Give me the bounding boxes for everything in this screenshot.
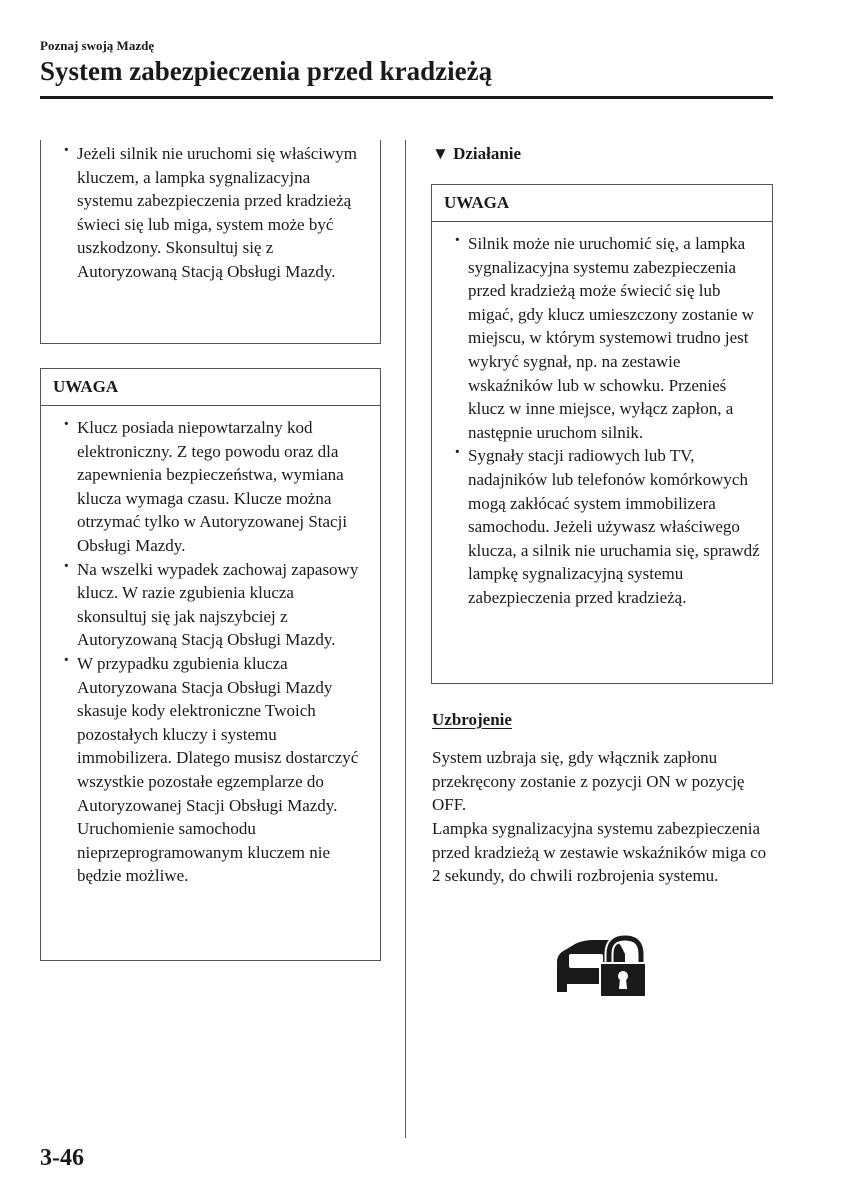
notice-list — [454, 232, 760, 610]
notice-heading: UWAGA — [432, 185, 772, 222]
notice-box-right — [431, 184, 773, 684]
page-title: System zabezpieczenia przed kradzieżą — [40, 56, 493, 86]
paragraph-arming: System uzbraja się, gdy włącznik zapłonu przekręcony zostanie z pozycji ON w pozycję OFF. — [432, 748, 745, 815]
list-item: · Klucz posiada niepowtarzalny kod elektroniczny. Z tego powodu oraz dla zapewnienia bezpieczeństwa, wymiana klucza wymaga czasu. Klucze można otrzymać tylko w Autoryzowanej Stacji Obsługi Mazdy. — [63, 416, 368, 558]
notice-box-left — [40, 368, 381, 961]
continued-notice-box — [40, 140, 381, 344]
list-item: · Jeżeli silnik nie uruchomi się właściwym kluczem, a lampka sygnalizacyjna systemu zabezpieczenia przed kradzieżą świeci się lub miga, system może być uszkodzony. Skonsultuj się z Autoryzowaną Stacją Obsługi Mazdy. — [63, 142, 368, 284]
breadcrumb: Poznaj swoją Mazdę — [40, 38, 155, 53]
security-indicator-icon — [553, 932, 648, 1000]
notice-heading: UWAGA — [41, 369, 380, 406]
list-item: · Na wszelki wypadek zachowaj zapasowy klucz. W razie zgubienia klucza skonsultuj się jak najszybciej z Autoryzowaną Stacją Obsługi Mazdy. — [63, 558, 368, 652]
title-rule — [40, 96, 773, 99]
column-divider — [405, 140, 406, 1138]
list-item: · Sygnały stacji radiowych lub TV, nadajników lub telefonów komórkowych mogą zakłócać system immobilizera samochodu. Jeżeli używasz właściwego klucza, a silnik nie uruchamia się, sprawdź lampkę sygnalizacyjną systemu zabezpieczenia przed kradzieżą. — [454, 444, 760, 609]
list-item: · Silnik może nie uruchomić się, a lampka sygnalizacyjna systemu zabezpieczenia przed kradzieżą może świecić się lub migać, gdy klucz umieszczony zostanie w miejscu, w którym systemowi trudno jest wykryć sygnał, np. na zestawie wskaźników lub w schowku. Przenieś klucz w inne miejsce, wyłącz zapłon, a następnie uruchom silnik. — [454, 232, 760, 444]
section-heading: ▼ Działanie — [432, 144, 522, 163]
page-number: 3-46 — [40, 1145, 84, 1171]
list-item: · W przypadku zgubienia klucza Autoryzowana Stacja Obsługi Mazdy skasuje kody elektroniczne Twoich pozostałych kluczy i systemu immobilizera. Dlatego musisz dostarczyć wszystkie pozostałe egzemplarze do Autoryzowanej Stacji Obsługi Mazdy. Uruchomienie samochodu nieprzeprogramowanym kluczem nie będzie możliwe. — [63, 652, 368, 888]
paragraph-indicator: Lampka sygnalizacyjna systemu zabezpieczenia przed kradzieżą w zestawie wskaźników miga co 2 sekundy, do chwili rozbrojenia systemu. — [432, 819, 767, 886]
subheading-arming: Uzbrojenie — [432, 710, 512, 729]
notice-list — [63, 416, 368, 888]
continued-notice-list — [63, 142, 368, 284]
